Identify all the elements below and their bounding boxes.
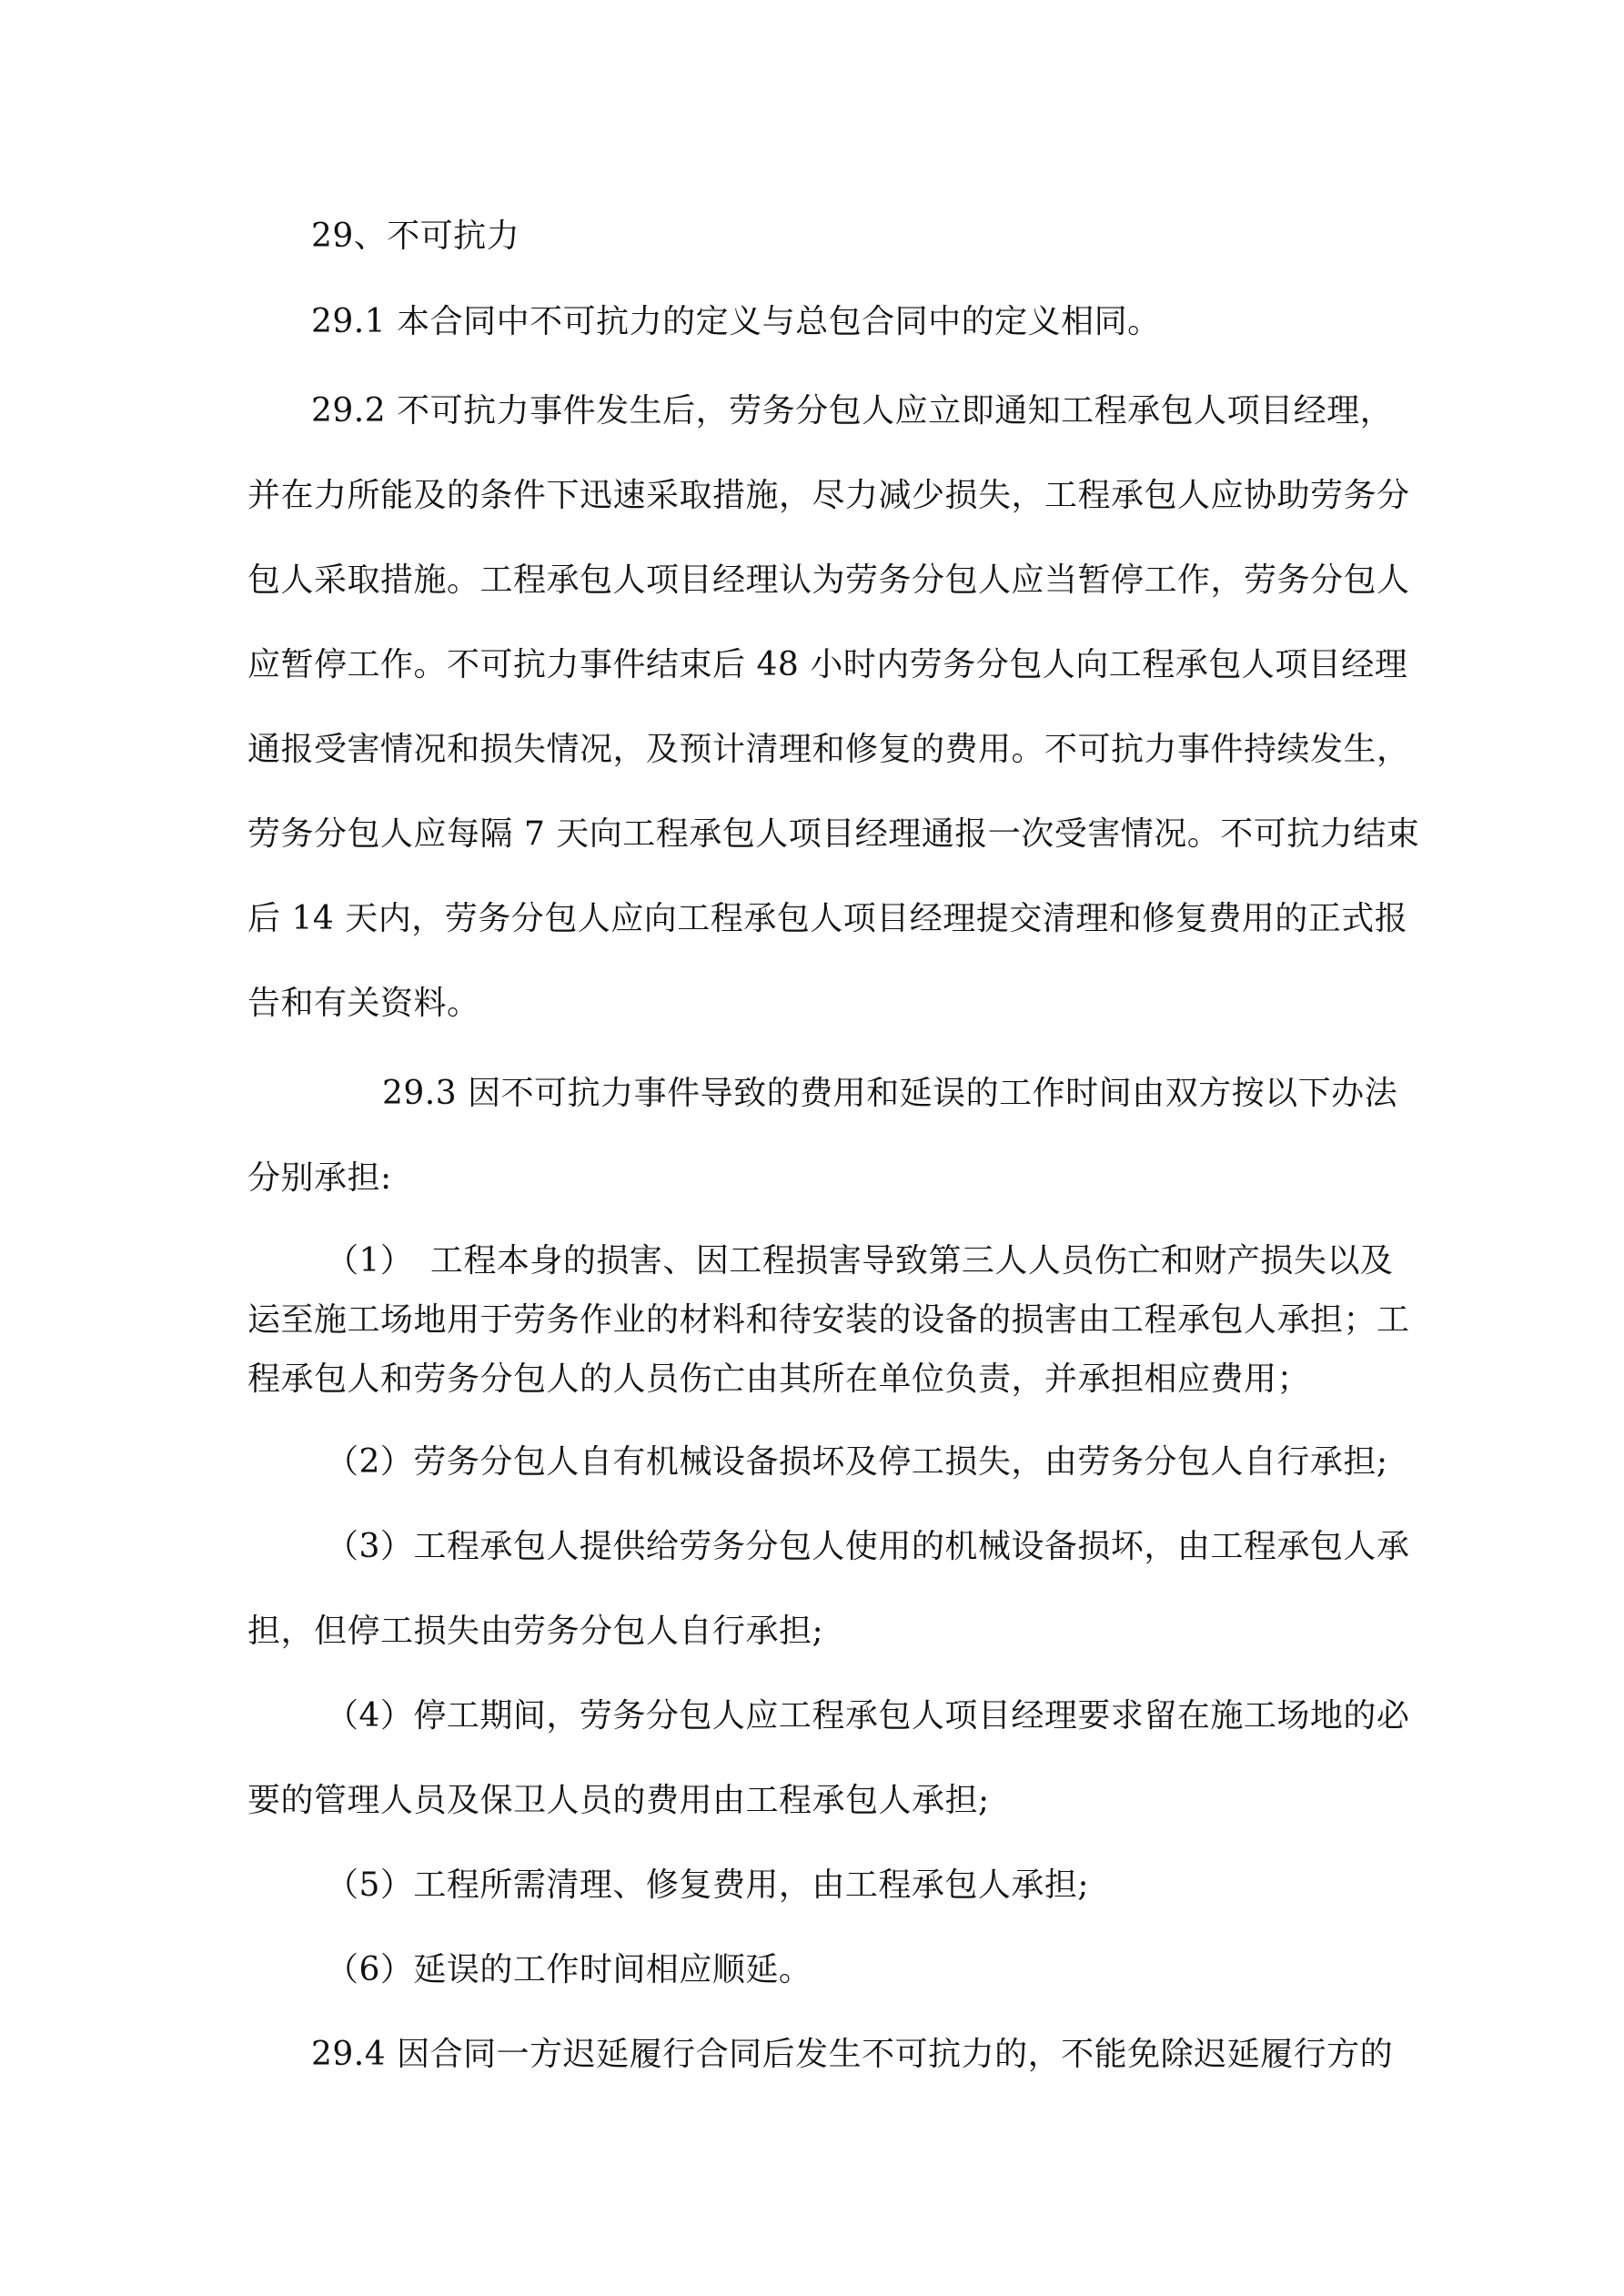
- item-1-line-2: 运至施工场地用于劳务作业的材料和待安装的设备的损害由工程承包人承担；工: [247, 1301, 1410, 1339]
- item-5: （5）工程所需清理、修复费用，由工程承包人承担;: [326, 1866, 1090, 1904]
- clause-29-2-line-4: 应暂停工作。不可抗力事件结束后 48 小时内劳务分包人向工程承包人项目经理: [247, 646, 1408, 683]
- clause-29-2-line-7: 后 14 天内，劳务分包人应向工程承包人项目经理提交清理和修复费用的正式报: [247, 900, 1408, 937]
- clause-29-2-line-2: 并在力所能及的条件下迅速采取措施，尽力减少损失，工程承包人应协助劳务分: [247, 477, 1410, 514]
- clause-29-2-line-8: 告和有关资料。: [247, 985, 480, 1022]
- item-6: （6）延误的工作时间相应顺延。: [326, 1951, 812, 1988]
- item-4-line-2: 要的管理人员及保卫人员的费用由工程承包人承担;: [247, 1782, 990, 1819]
- section-heading: 29、不可抗力: [311, 217, 520, 255]
- clause-29-3-line-2: 分别承担:: [247, 1159, 392, 1197]
- item-1-line-1: （1） 工程本身的损害、因工程损害导致第三人人员伤亡和财产损失以及: [326, 1242, 1394, 1279]
- item-1-line-3: 程承包人和劳务分包人的人员伤亡由其所在单位负责，并承担相应费用；: [247, 1360, 1311, 1398]
- clause-29-3-line-1: 29.3 因不可抗力事件导致的费用和延误的工作时间由双方按以下办法: [382, 1075, 1398, 1112]
- item-2: （2）劳务分包人自有机械设备损坏及停工损失，由劳务分包人自行承担;: [326, 1443, 1388, 1481]
- item-4-line-1: （4）停工期间，劳务分包人应工程承包人项目经理要求留在施工场地的必: [326, 1697, 1410, 1735]
- clause-29-2-line-5: 通报受害情况和损失情况，及预计清理和修复的费用。不可抗力事件持续发生，: [247, 731, 1410, 768]
- clause-29-2-line-1: 29.2 不可抗力事件发生后，劳务分包人应立即通知工程承包人项目经理，: [311, 392, 1394, 430]
- clause-29-1: 29.1 本合同中不可抗力的定义与总包合同中的定义相同。: [311, 303, 1161, 340]
- item-3-line-1: （3）工程承包人提供给劳务分包人使用的机械设备损坏，由工程承包人承: [326, 1528, 1410, 1565]
- clause-29-2-line-3: 包人采取措施。工程承包人项目经理认为劳务分包人应当暂停工作，劳务分包人: [247, 561, 1410, 599]
- clause-29-2-line-6: 劳务分包人应每隔 7 天向工程承包人项目经理通报一次受害情况。不可抗力结束: [247, 815, 1420, 853]
- clause-29-4: 29.4 因合同一方迟延履行合同后发生不可抗力的，不能免除迟延履行方的: [311, 2036, 1394, 2073]
- item-3-line-2: 担，但停工损失由劳务分包人自行承担;: [247, 1613, 824, 1650]
